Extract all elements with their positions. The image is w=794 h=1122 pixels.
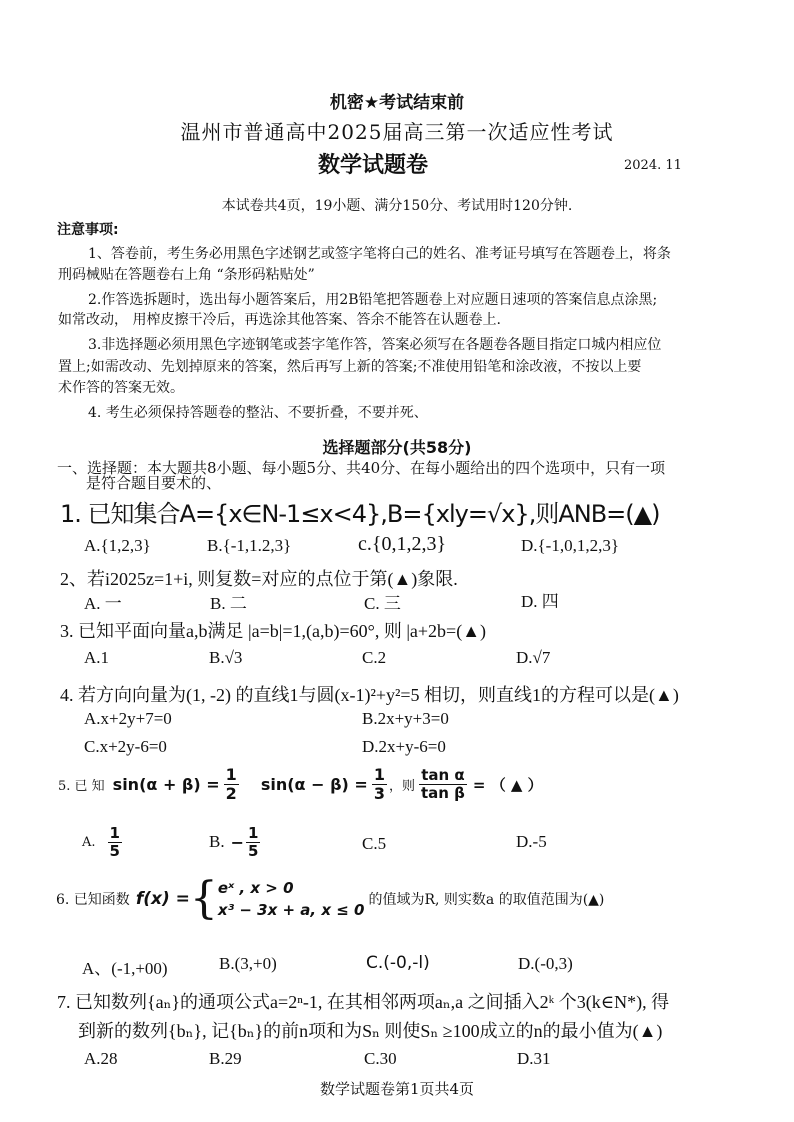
question-1-option-c: c.{0,1,2,3}: [358, 533, 447, 555]
question-2-stem: 2、若i2025z=1+i, 则复数=对应的点位于第(▲)象限.: [60, 569, 458, 589]
confidential-mark: 机密★考试结束前: [329, 93, 465, 113]
question-5-fraction-2: [372, 764, 387, 803]
question-5-ratio-den: tan β: [420, 783, 465, 802]
question-6-case-1: eˣ , x > 0: [217, 879, 294, 897]
question-5-option-a-label: A.: [82, 834, 96, 850]
question-5-option-b-fraction: [246, 823, 260, 860]
question-2-option-d: D. 四: [521, 592, 559, 611]
question-7-option-d: D.31: [517, 1049, 551, 1068]
question-5-prefix: 5. 已 知: [58, 778, 105, 794]
question-5-tail: = （ ▲ ）: [472, 775, 543, 794]
exam-summary: 本试卷共4页，19小题、满分150分、考试用时120分钟.: [221, 198, 573, 214]
page-footer: 数学试题卷第1页共4页: [319, 1080, 475, 1098]
question-7-option-c: C.30: [364, 1049, 397, 1068]
question-4-stem: 4. 若方向向量为(1, -2) 的直线1与圆(x-1)²+y²=5 相切，则直线1的方程可以是(▲): [60, 685, 679, 705]
exam-date: 2024. 11: [624, 158, 682, 173]
question-5-fraction-2-num: 1: [373, 764, 385, 784]
question-5-option-d: D.-5: [516, 832, 547, 851]
question-5-option-a: [82, 820, 122, 864]
question-3-option-b: B.√3: [209, 648, 243, 667]
question-4-option-b: B.2x+y+3=0: [362, 709, 449, 728]
question-5-option-a-fraction: [108, 823, 122, 860]
question-7-stem-line-1: 7. 已知数列{aₙ}的通项公式a=2ⁿ-1, 在其相邻两项aₙ,a 之间插入2ᵏ 个3(k∈N*), 得: [57, 992, 670, 1012]
question-6-prefix: 6. 已知函数: [56, 892, 130, 908]
question-6-piecewise: [218, 877, 365, 921]
question-1-stem: 1. 已知集合A={x∈N-1≤x<4},B={xly=√x},则ANB=(▲): [60, 500, 660, 528]
question-5-expr-2: sin(α − β) =: [260, 774, 368, 794]
question-7-option-b: B.29: [209, 1049, 242, 1068]
question-3-option-a: A.1: [84, 648, 110, 667]
question-5-fraction-1: [224, 764, 239, 803]
note-4: 4. 考生必须保持答题卷的整沾、不要折叠，不要并死、: [88, 405, 428, 421]
question-5-option-a-den: 5: [109, 841, 120, 860]
note-2-line-1: 2.作答选拆题时，选出每小题答案后，用2B铅笔把答题卷上对应题日速项的答案信息点涂黑;: [88, 292, 658, 308]
question-6-suffix: 的值域为R, 则实数a 的取值范围为(▲): [368, 892, 605, 908]
question-4-option-c: C.x+2y-6=0: [84, 737, 167, 756]
question-5-stem: [58, 759, 543, 809]
question-6-option-c: C.(-0,-l): [366, 953, 430, 973]
question-6-brace: {: [189, 873, 218, 924]
question-5-option-b-den: 5: [248, 841, 259, 860]
note-3-line-1: 3.非选择题必须用黑色字迹钢笔或荟字笔作答，答案必须写在各题卷各题目指定口城内相应位: [88, 337, 662, 353]
exam-title: 温州市普通高中2025届高三第一次适应性考试: [180, 120, 614, 144]
question-7-option-a: A.28: [84, 1049, 118, 1068]
question-5-option-c: C.5: [362, 834, 387, 853]
question-1-option-a: A.{1,2,3}: [84, 536, 151, 555]
question-4-option-d: D.2x+y-6=0: [362, 737, 446, 756]
question-7-stem-line-2: 到新的数列{bₙ}, 记{bₙ}的前n项和为Sₙ 则使Sₙ ≥100成立的n的最小值为(▲): [78, 1021, 663, 1041]
question-1-option-b: B.{-1,1.2,3}: [207, 536, 292, 555]
question-5-option-b-num: 1: [248, 823, 259, 842]
question-5-ratio: [419, 765, 467, 802]
section-title: 选择题部分(共58分): [322, 438, 472, 457]
question-3-option-c: C.2: [362, 648, 387, 667]
question-5-option-b-label: B.: [209, 832, 225, 851]
question-3-stem: 3. 已知平面向量a,b满足 |a=b|=1,(a,b)=60°, 则 |a+2b=(▲): [60, 621, 487, 641]
question-5-fraction-1-num: 1: [225, 764, 237, 784]
question-5-fraction-1-den: 2: [225, 783, 237, 803]
question-5-option-a-num: 1: [109, 823, 120, 842]
question-5-option-b: [209, 820, 260, 864]
question-2-option-b: B. 二: [210, 594, 247, 613]
question-5-fraction-2-den: 3: [373, 783, 385, 803]
note-3-line-2: 置上;如需改动、先划掉原来的答案，然后再写上新的答案;不准使用铅笔和涂改液，不按以上要: [58, 359, 642, 375]
question-6-case-2: x³ − 3x + a, x ≤ 0: [217, 901, 365, 919]
section-instructions-line-2: 是符合题目要术的、: [86, 474, 222, 492]
question-3-option-d: D.√7: [516, 648, 551, 667]
notes-heading: 注意事项:: [57, 222, 119, 238]
question-6-option-b: B.(3,+0): [219, 954, 277, 973]
question-4-option-a: A.x+2y+7=0: [84, 709, 172, 728]
note-3-line-3: 术作答的答案无效。: [58, 380, 184, 396]
question-5-then: ，则: [388, 778, 415, 794]
note-1-line-1: 1、答卷前，考生务必用黑色字述钢艺或签字笔将白己的姓名、准考证号填写在答题卷上，将条: [88, 246, 671, 262]
question-5-option-b-sign: −: [230, 832, 244, 852]
question-5-ratio-num: tan α: [421, 765, 465, 784]
question-6-stem: [56, 868, 604, 930]
section-instructions-line-1: 一、选择题：本大题共8小题、每小题5分、共40分、在每小题给出的四个选项中，只有一项: [57, 459, 666, 477]
note-1-line-2: 刑码械贴在答题卷右上角 “条形码粘贴处”: [58, 267, 315, 283]
question-1-option-d: D.{-1,0,1,2,3}: [521, 536, 620, 555]
question-6-option-d: D.(-0,3): [518, 954, 573, 973]
question-6-option-a: A、(-1,+00): [82, 959, 168, 978]
question-5-expr-1: sin(α + β) =: [112, 774, 220, 794]
question-2-option-a: A. 一: [84, 594, 122, 613]
question-6-fx: f(x) =: [135, 889, 190, 909]
question-2-option-c: C. 三: [364, 594, 401, 613]
note-2-line-2: 如常改动， 用榨皮擦干冷后，再选涂其他答案、答余不能答在认题卷上.: [58, 312, 501, 328]
paper-title: 数学试题卷: [318, 153, 429, 178]
